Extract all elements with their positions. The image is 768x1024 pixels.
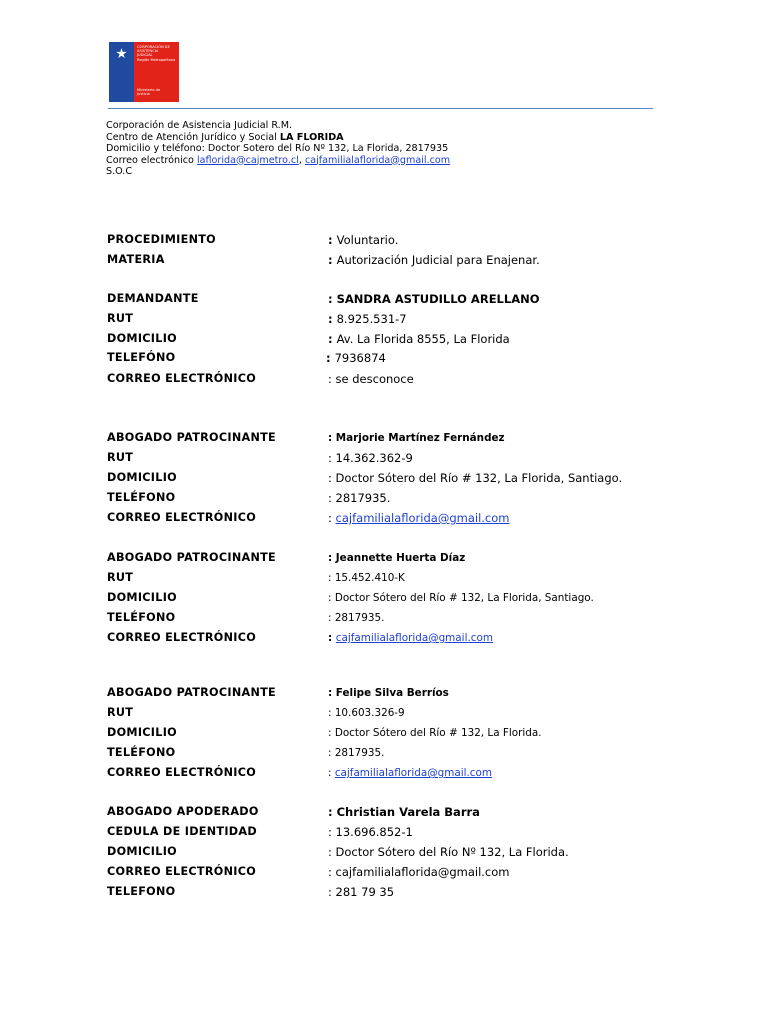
field-colon: : — [328, 233, 337, 247]
field-text: Marjorie Martínez Fernández — [335, 432, 505, 444]
field-colon: : — [328, 727, 335, 739]
field-value — [328, 511, 509, 525]
field-value — [328, 825, 413, 839]
field-label: CORREO ELECTRÓNICO — [107, 865, 257, 878]
header-line-4 — [106, 155, 450, 167]
field-text: 15.452.410-K — [334, 572, 405, 584]
field-label: TELÉFONO — [107, 611, 176, 624]
field-colon: : — [328, 432, 336, 444]
field-text: 10.603.326-9 — [334, 707, 405, 719]
field-colon: : — [328, 332, 337, 346]
field-colon: : — [328, 592, 335, 604]
field-label: DOMICILIO — [107, 845, 177, 858]
field-label: ABOGADO APODERADO — [107, 805, 259, 818]
email-link[interactable]: cajfamilialaflorida@gmail.com — [334, 767, 492, 779]
field-value — [328, 632, 493, 644]
header-center-name: LA FLORIDA — [279, 131, 344, 143]
field-colon: : — [328, 372, 336, 386]
field-label: CORREO ELECTRÓNICO — [107, 372, 257, 385]
field-value — [328, 767, 492, 779]
field-label: DOMICILIO — [107, 726, 177, 739]
header-divider — [108, 108, 653, 109]
field-text: Doctor Sótero del Río # 132, La Florida, Santiago. — [335, 471, 623, 485]
field-text: 281 79 35 — [335, 885, 395, 899]
field-label: DOMICILIO — [107, 591, 177, 604]
field-value — [328, 552, 465, 564]
field-colon: : — [328, 805, 337, 819]
letterhead — [106, 120, 450, 178]
field-label: TELEFONO — [107, 885, 176, 898]
field-value — [328, 747, 384, 759]
field-colon: : — [326, 351, 335, 365]
field-value — [328, 432, 505, 444]
field-colon: : — [328, 825, 336, 839]
logo-red-panel — [134, 42, 179, 102]
field-colon: : — [328, 707, 335, 719]
email-link[interactable]: cajfamilialaflorida@gmail.com — [335, 632, 493, 644]
field-text: Voluntario. — [336, 233, 399, 247]
field-value — [328, 865, 509, 879]
email-link-cajfamilia[interactable]: cajfamilialaflorida@gmail.com — [304, 154, 451, 166]
field-text: Doctor Sótero del Río # 132, La Florida, Santiago. — [334, 592, 594, 604]
field-value — [328, 612, 384, 624]
field-label: ABOGADO PATROCINANTE — [107, 431, 276, 444]
field-colon: : — [328, 845, 336, 859]
field-text: 2817935. — [334, 747, 385, 759]
field-value — [328, 572, 405, 584]
logo-bottom-text: Ministerio de Justicia — [137, 88, 161, 97]
field-text: 8.925.531-7 — [336, 312, 407, 326]
field-colon: : — [328, 612, 335, 624]
field-value — [328, 253, 540, 267]
field-value — [328, 805, 480, 819]
field-text: 14.362.362-9 — [335, 451, 413, 465]
field-label: MATERIA — [107, 253, 165, 266]
field-value — [328, 292, 540, 306]
field-colon: : — [328, 292, 337, 306]
field-text: Doctor Sótero del Río # 132, La Florida. — [334, 727, 542, 739]
header-email-separator: , — [298, 154, 305, 166]
header-line-5: S.O.C — [106, 166, 133, 177]
field-text: 7936874 — [334, 351, 386, 365]
header-center-prefix: Centro de Atención Jurídico y Social — [106, 131, 280, 143]
field-value — [328, 332, 510, 346]
logo-top-text: CORPORACIÓN DE ASISTENCIA JUDICIAL Región Metropolitana — [137, 45, 176, 62]
field-text: 13.696.852-1 — [335, 825, 413, 839]
field-value — [328, 372, 414, 386]
field-value — [328, 687, 449, 699]
field-text: 2817935. — [335, 491, 391, 505]
field-colon: : — [328, 471, 336, 485]
field-value — [328, 885, 394, 899]
field-text: Autorización Judicial para Enajenar. — [336, 253, 540, 267]
field-text: Felipe Silva Berríos — [335, 687, 449, 699]
field-colon: : — [328, 491, 336, 505]
field-value — [328, 471, 622, 485]
header-line-3: Domicilio y teléfono: Doctor Sotero del Río Nº 132, La Florida, 2817935 — [106, 143, 449, 154]
field-value — [328, 707, 405, 719]
field-value — [328, 592, 594, 604]
field-colon: : — [328, 451, 336, 465]
field-value — [328, 727, 542, 739]
field-label: CORREO ELECTRÓNICO — [107, 631, 257, 644]
field-label: DOMICILIO — [107, 332, 177, 345]
field-value — [328, 233, 398, 247]
field-colon: : — [328, 885, 336, 899]
header-email-prefix: Correo electrónico — [106, 154, 197, 166]
field-text: Doctor Sótero del Río Nº 132, La Florida. — [335, 845, 569, 859]
corporation-logo — [109, 42, 179, 102]
field-label: PROCEDIMIENTO — [107, 233, 216, 246]
field-text: Jeannette Huerta Díaz — [335, 552, 466, 564]
field-colon: : — [328, 511, 336, 525]
field-colon: : — [328, 253, 337, 267]
field-label: CEDULA DE IDENTIDAD — [107, 825, 257, 838]
field-label: DOMICILIO — [107, 471, 177, 484]
field-label: DEMANDANTE — [107, 292, 199, 305]
field-label: RUT — [107, 571, 134, 584]
field-label: CORREO ELECTRÓNICO — [107, 511, 257, 524]
field-label: RUT — [107, 312, 134, 325]
field-colon: : — [328, 767, 335, 779]
star-icon — [116, 48, 127, 59]
field-text: SANDRA ASTUDILLO ARELLANO — [336, 292, 540, 306]
field-label: CORREO ELECTRÓNICO — [107, 766, 257, 779]
field-text: cajfamilialaflorida@gmail.com — [335, 865, 510, 879]
email-link-laflorida[interactable]: laflorida@cajmetro.cl — [196, 154, 299, 166]
field-label: RUT — [107, 706, 134, 719]
header-line-1: Corporación de Asistencia Judicial R.M. — [106, 120, 293, 131]
field-colon: : — [328, 632, 336, 644]
field-value — [328, 491, 390, 505]
field-text: Christian Varela Barra — [336, 805, 480, 819]
field-label: TELÉFONO — [107, 491, 176, 504]
field-value — [328, 312, 407, 326]
logo-blue-panel — [109, 42, 134, 102]
field-value — [328, 845, 569, 859]
field-colon: : — [328, 865, 336, 879]
field-colon: : — [328, 687, 336, 699]
field-value — [328, 451, 413, 465]
field-label: TELÉFONO — [107, 746, 176, 759]
field-colon: : — [328, 312, 337, 326]
field-value — [326, 351, 386, 365]
header-line-2 — [106, 132, 450, 144]
field-colon: : — [328, 572, 335, 584]
field-label: RUT — [107, 451, 134, 464]
email-link[interactable]: cajfamilialaflorida@gmail.com — [335, 511, 510, 525]
field-text: se desconoce — [335, 372, 414, 386]
field-colon: : — [328, 747, 335, 759]
field-label: ABOGADO PATROCINANTE — [107, 551, 276, 564]
field-label: TELEFÓNO — [107, 351, 176, 364]
field-colon: : — [328, 552, 336, 564]
field-text: Av. La Florida 8555, La Florida — [336, 332, 510, 346]
field-label: ABOGADO PATROCINANTE — [107, 686, 276, 699]
field-text: 2817935. — [334, 612, 385, 624]
